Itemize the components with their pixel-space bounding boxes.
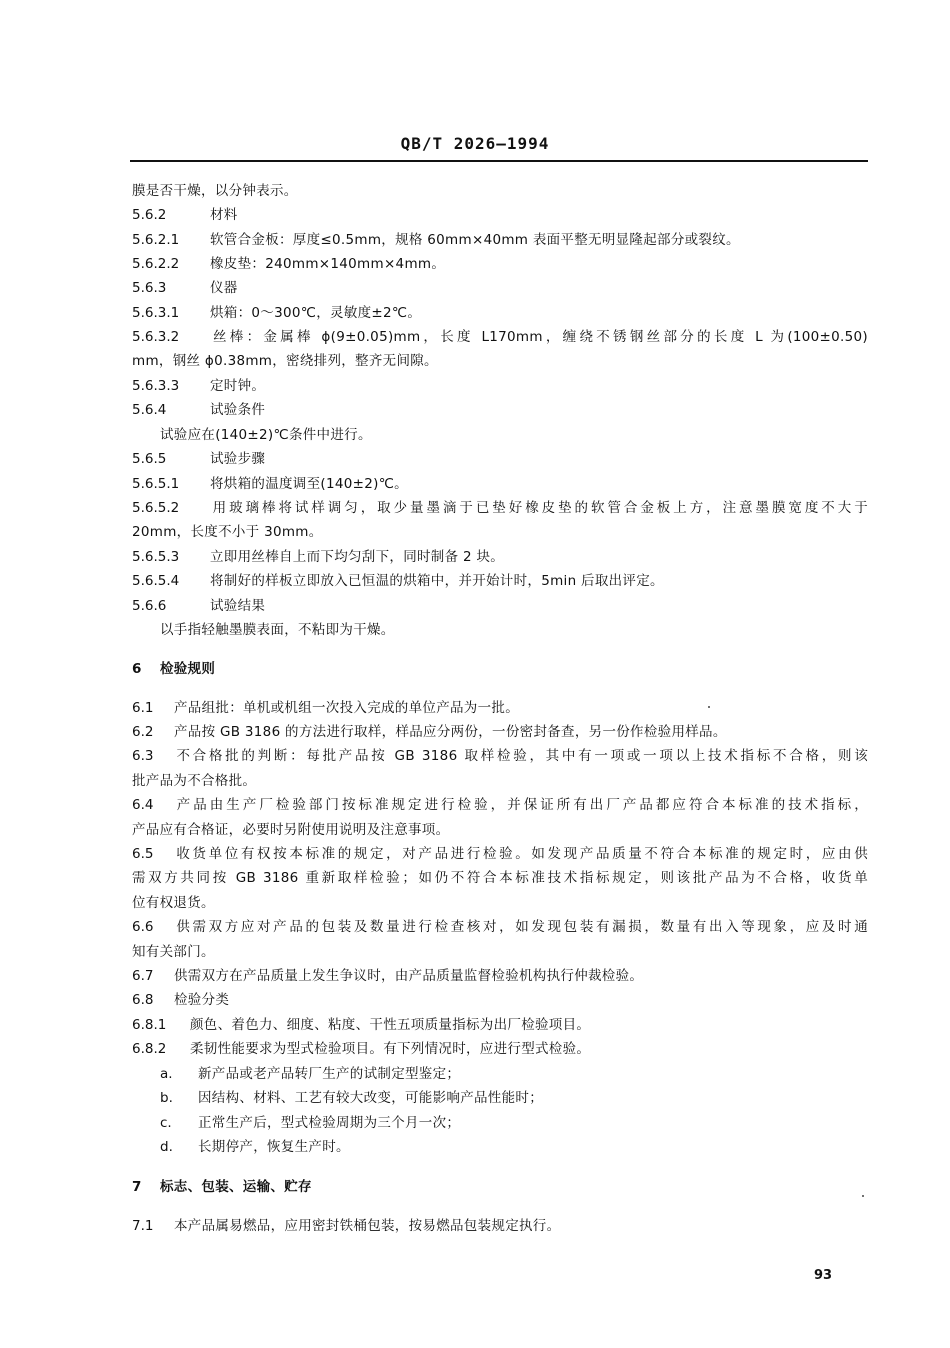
page-number: 93 — [814, 1268, 833, 1283]
clause-number: 6.4 — [132, 797, 154, 813]
clause-line — [132, 699, 519, 717]
clause-number: 5.6.5.1 — [132, 476, 180, 492]
clause-number: 5.6.3 — [132, 280, 167, 296]
clause-line — [132, 304, 421, 322]
clause-line — [132, 548, 504, 566]
clause-line — [132, 796, 868, 814]
clause-line — [132, 499, 868, 517]
clause-text: 以手指轻触墨膜表面，不粘即为干燥。 — [160, 622, 395, 638]
clause-line — [132, 1040, 590, 1058]
clause-text: 产品按 GB 3186 的方法进行取样，样品应分两份，一份密封备查，另一份作检验用样品。 — [174, 724, 727, 740]
clause-text: 因结构、材料、工艺有较大改变，可能影响产品性能时； — [198, 1090, 543, 1106]
clause-line — [132, 967, 643, 985]
continuation-line — [132, 869, 868, 887]
clause-text: 标志、包装、运输、贮存 — [160, 1179, 312, 1195]
clause-number: 6.7 — [132, 968, 154, 984]
clause-line — [132, 1016, 590, 1034]
clause-text: 批产品为不合格批。 — [132, 773, 257, 789]
clause-number: 5.6.2.1 — [132, 232, 180, 248]
clause-text: 试验应在(140±2)℃条件中进行。 — [160, 427, 372, 443]
clause-text: 不合格批的判断：每批产品按 GB 3186 取样检验，其中有一项或一项以上技术指标不合格，则该 — [174, 748, 868, 764]
clause-number: 5.6.3.1 — [132, 305, 180, 321]
clause-line — [132, 231, 740, 249]
clause-number: 5.6.4 — [132, 402, 167, 418]
clause-line — [132, 918, 868, 936]
clause-number: 6.1 — [132, 700, 154, 716]
clause-text: 需双方共同按 GB 3186 重新取样检验；如仍不符合本标准技术指标规定，则该批产品为不合格，收货单 — [132, 870, 868, 886]
clause-text: 位有权退货。 — [132, 895, 215, 911]
continuation-line — [132, 821, 449, 839]
clause-number: 6.8 — [132, 992, 154, 1008]
clause-line — [132, 572, 664, 590]
clause-line — [132, 660, 215, 678]
clause-text: 供需双方在产品质量上发生争议时，由产品质量监督检验机构执行仲裁检验。 — [174, 968, 644, 984]
scan-speck — [862, 1195, 864, 1197]
clause-text: mm，钢丝 ϕ0.38mm，密绕排列，整齐无间隙。 — [132, 353, 438, 369]
scan-speck — [708, 706, 710, 708]
clause-number: 5.6.5.3 — [132, 549, 180, 565]
clause-line — [132, 723, 727, 741]
clause-text: 烘箱：0～300℃，灵敏度±2℃。 — [210, 305, 422, 321]
clause-line — [132, 255, 445, 273]
continuation-line — [132, 182, 298, 200]
clause-text: 产品组批：单机或机组一次投入完成的单位产品为一批。 — [174, 700, 519, 716]
clause-number: 5.6.3.2 — [132, 329, 180, 345]
clause-text: 长期停产，恢复生产时。 — [198, 1139, 350, 1155]
clause-text: 供需双方应对产品的包装及数量进行检查核对，如发现包装有漏损，数量有出入等现象，应及时通 — [174, 919, 868, 935]
clause-line — [132, 328, 868, 346]
clause-text: 丝棒：金属棒 ϕ(9±0.05)mm，长度 L170mm，缠绕不锈钢丝部分的长度 L 为(100±0.50) — [210, 329, 868, 345]
clause-number: 5.6.5.2 — [132, 500, 180, 516]
clause-text: 橡皮垫：240mm×140mm×4mm。 — [210, 256, 446, 272]
clause-number: 6.3 — [132, 748, 154, 764]
continuation-line — [132, 352, 438, 370]
clause-text: 将烘箱的温度调至(140±2)℃。 — [210, 476, 408, 492]
clause-text: 颜色、着色力、细度、粘度、干性五项质量指标为出厂检验项目。 — [190, 1017, 591, 1033]
clause-line — [160, 1089, 543, 1107]
clause-number: 5.6.2 — [132, 207, 167, 223]
clause-number: 5.6.5.4 — [132, 573, 180, 589]
clause-number: c. — [160, 1115, 172, 1131]
clause-line — [132, 1217, 560, 1235]
clause-line — [132, 845, 868, 863]
clause-line — [132, 279, 238, 297]
clause-number: 5.6.3.3 — [132, 378, 180, 394]
clause-line — [160, 1065, 460, 1083]
clause-number: 5.6.6 — [132, 598, 167, 614]
clause-line — [132, 450, 265, 468]
clause-text: 膜是否干燥，以分钟表示。 — [132, 183, 298, 199]
continuation-line — [132, 772, 256, 790]
clause-text: 检验规则 — [160, 661, 216, 677]
clause-text: 产品应有合格证，必要时另附使用说明及注意事项。 — [132, 822, 450, 838]
clause-number: 6.6 — [132, 919, 154, 935]
clause-text: 收货单位有权按本标准的规定，对产品进行检验。如发现产品质量不符合本标准的规定时，应由供 — [174, 846, 868, 862]
clause-line — [132, 401, 265, 419]
clause-text: 立即用丝棒自上而下均匀刮下，同时制备 2 块。 — [210, 549, 505, 565]
clause-text: 将制好的样板立即放入已恒温的烘箱中，并开始计时，5min 后取出评定。 — [210, 573, 664, 589]
clause-text: 试验结果 — [210, 598, 266, 614]
clause-number: 7.1 — [132, 1218, 154, 1234]
clause-text: 柔韧性能要求为型式检验项目。有下列情况时，应进行型式检验。 — [190, 1041, 591, 1057]
clause-text: 20mm，长度不小于 30mm。 — [132, 524, 323, 540]
clause-text: 产品由生产厂检验部门按标准规定进行检验，并保证所有出厂产品都应符合本标准的技术指标， — [174, 797, 868, 813]
clause-text: 试验步骤 — [210, 451, 266, 467]
clause-line — [132, 206, 238, 224]
clause-number: 6.8.2 — [132, 1041, 167, 1057]
clause-text: 正常生产后，型式检验周期为三个月一次； — [198, 1115, 461, 1131]
clause-text: 新产品或老产品转厂生产的试制定型鉴定； — [198, 1066, 461, 1082]
clause-number: a. — [160, 1066, 173, 1082]
clause-number: 5.6.5 — [132, 451, 167, 467]
clause-line — [132, 475, 408, 493]
clause-number: b. — [160, 1090, 173, 1106]
header-rule — [130, 160, 868, 162]
clause-line — [160, 1114, 460, 1132]
continuation-line — [160, 426, 372, 444]
clause-text: 材料 — [210, 207, 238, 223]
clause-text: 检验分类 — [174, 992, 230, 1008]
clause-number: 6.5 — [132, 846, 154, 862]
clause-text: 定时钟。 — [210, 378, 266, 394]
clause-line — [132, 991, 229, 1009]
clause-number: 7 — [132, 1179, 142, 1195]
clause-text: 试验条件 — [210, 402, 266, 418]
continuation-line — [132, 894, 215, 912]
clause-text: 知有关部门。 — [132, 944, 215, 960]
clause-number: d. — [160, 1139, 173, 1155]
continuation-line — [132, 943, 215, 961]
clause-number: 6.2 — [132, 724, 154, 740]
clause-line — [160, 1138, 350, 1156]
clause-text: 仪器 — [210, 280, 238, 296]
clause-line — [132, 747, 868, 765]
clause-line — [132, 597, 265, 615]
clause-number: 6.8.1 — [132, 1017, 167, 1033]
clause-line — [132, 1178, 312, 1196]
continuation-line — [132, 523, 323, 541]
clause-number: 5.6.2.2 — [132, 256, 180, 272]
clause-text: 用玻璃棒将试样调匀，取少量墨滴于已垫好橡皮垫的软管合金板上方，注意墨膜宽度不大于 — [210, 500, 868, 516]
page-header: QB/T 2026—1994 — [400, 134, 550, 153]
clause-text: 软管合金板：厚度≤0.5mm，规格 60mm×40mm 表面平整无明显隆起部分或裂纹。 — [210, 232, 740, 248]
continuation-line — [160, 621, 395, 639]
clause-line — [132, 377, 265, 395]
clause-text: 本产品属易燃品，应用密封铁桶包装，按易燃品包装规定执行。 — [174, 1218, 561, 1234]
clause-number: 6 — [132, 661, 142, 677]
